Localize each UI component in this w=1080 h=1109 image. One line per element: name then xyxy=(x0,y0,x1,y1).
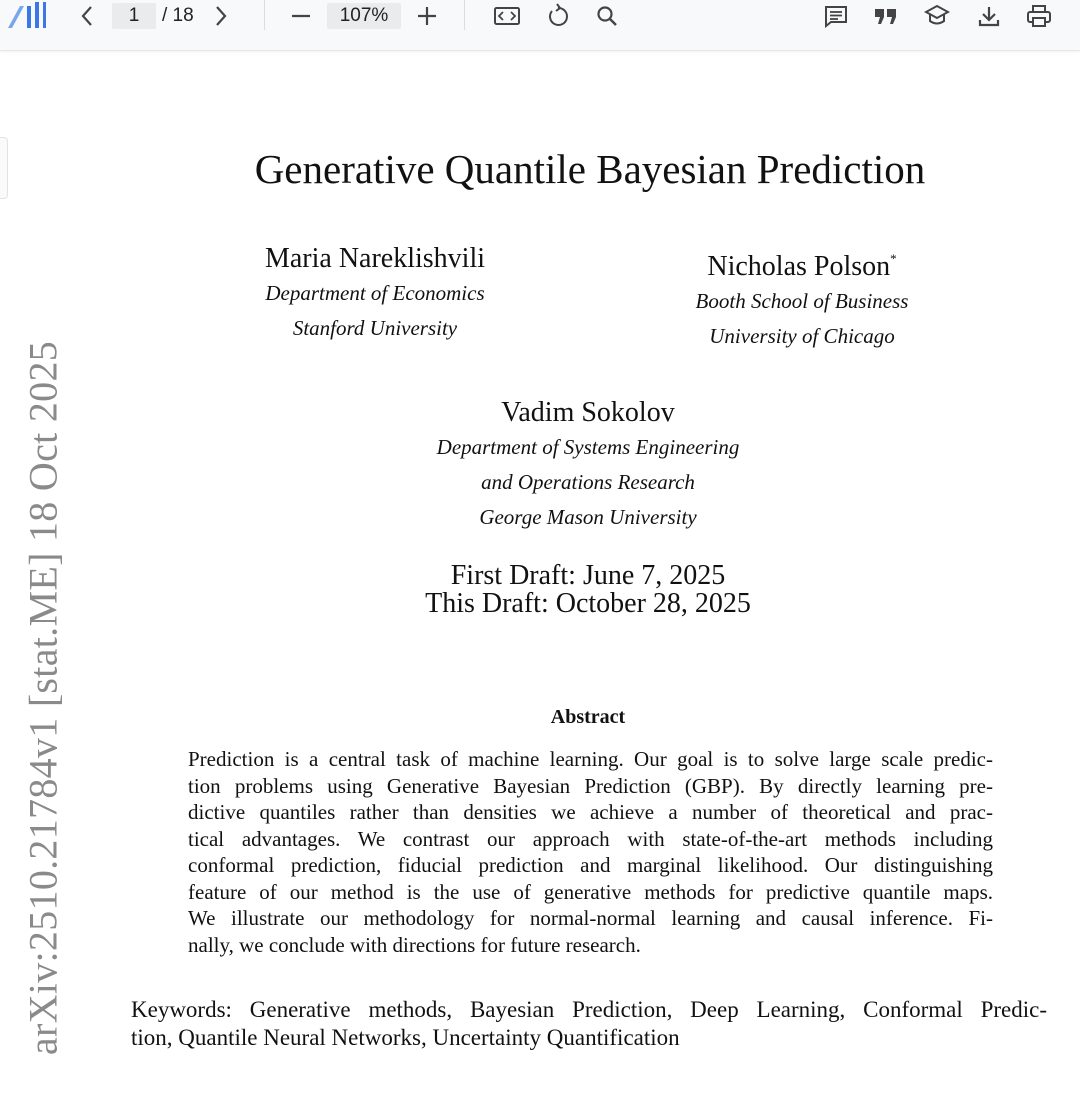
next-page-button[interactable] xyxy=(206,0,236,32)
chevron-left-icon xyxy=(79,5,95,27)
pdf-toolbar xyxy=(0,0,1080,51)
zoom-in-button[interactable] xyxy=(412,0,442,32)
abstract-heading: Abstract xyxy=(550,706,626,728)
rotate-button[interactable] xyxy=(543,0,573,32)
keywords xyxy=(131,996,1047,1052)
first-draft-date: First Draft: June 7, 2025 xyxy=(450,560,726,591)
author-affiliation: Stanford University xyxy=(292,316,458,340)
search-icon xyxy=(595,4,619,28)
author-block xyxy=(265,242,485,346)
paper-title: Generative Quantile Bayesian Prediction xyxy=(254,146,926,192)
download-button[interactable] xyxy=(973,0,1005,32)
quote-icon xyxy=(873,5,899,27)
app-logo-icon[interactable] xyxy=(6,0,46,32)
page-number-input[interactable]: 1 xyxy=(112,3,156,29)
keywords-line: Keywords: Generative methods, Bayesian Prediction, Deep Learning, Conformal Predic- xyxy=(131,997,1047,1022)
author-affiliation: Department of Economics xyxy=(265,281,485,305)
author-affiliation: George Mason University xyxy=(479,505,697,529)
comments-button[interactable] xyxy=(820,0,852,32)
scholar-button[interactable] xyxy=(921,0,953,32)
abstract-body xyxy=(188,746,993,958)
abstract-line: dictive quantiles rather than densities we achieve a number of theoretical and prac- xyxy=(188,800,993,824)
author-affiliation: Department of Systems Engineering xyxy=(436,435,740,459)
this-draft-date: This Draft: October 28, 2025 xyxy=(425,588,751,619)
plus-icon xyxy=(416,5,438,27)
keywords-line: tion, Quantile Neural Networks, Uncertainty Quantification xyxy=(131,1025,680,1050)
author-block xyxy=(696,242,909,354)
author-affiliation: Booth School of Business xyxy=(695,289,909,313)
arxiv-stamp: arXiv:2510.21784v1 [stat.ME] 18 Oct 2025 xyxy=(20,340,66,1056)
toolbar-divider xyxy=(264,0,265,30)
toolbar-divider xyxy=(464,0,465,30)
chevron-right-icon xyxy=(213,5,229,27)
abstract-line: tical advantages. We contrast our approach with state-of-the-art methods including xyxy=(188,826,993,851)
download-icon xyxy=(977,4,1001,28)
author-block xyxy=(437,396,740,535)
abstract-line: We illustrate our methodology for normal-normal learning and causal inference. Fi- xyxy=(188,906,993,930)
previous-page-button[interactable] xyxy=(72,0,102,32)
corresponding-author-marker: * xyxy=(890,251,897,266)
abstract-line: nally, we conclude with directions for future research. xyxy=(188,932,641,957)
print-button[interactable] xyxy=(1022,0,1056,32)
minus-icon xyxy=(290,5,312,27)
abstract-line: conformal prediction, fiducial prediction and marginal likelihood. Our distinguishing xyxy=(188,853,993,877)
abstract-line: feature of our method is the use of generative methods for predictive quantile maps. xyxy=(188,879,993,904)
abstract-line: Prediction is a central task of machine learning. Our goal is to solve large scale predic- xyxy=(188,747,993,771)
fit-page-icon xyxy=(493,5,521,27)
author-name: Nicholas Polson* xyxy=(707,251,897,282)
search-button[interactable] xyxy=(592,0,622,32)
comments-icon xyxy=(823,4,849,28)
graduation-cap-icon xyxy=(924,3,950,29)
print-icon xyxy=(1026,4,1052,28)
fit-page-button[interactable] xyxy=(490,0,524,32)
author-name: Vadim Sokolov xyxy=(501,397,675,428)
author-affiliation: University of Chicago xyxy=(709,324,895,348)
cite-button[interactable] xyxy=(870,0,902,32)
zoom-out-button[interactable] xyxy=(286,0,316,32)
page-total-label: / 18 xyxy=(162,5,194,26)
rotate-icon xyxy=(545,3,571,29)
abstract-line: tion problems using Generative Bayesian Prediction (GBP). By directly learning pre- xyxy=(188,773,993,798)
zoom-level-input[interactable]: 107% xyxy=(327,3,401,29)
author-affiliation: and Operations Research xyxy=(481,470,695,494)
author-name: Maria Nareklishvili xyxy=(264,243,486,274)
